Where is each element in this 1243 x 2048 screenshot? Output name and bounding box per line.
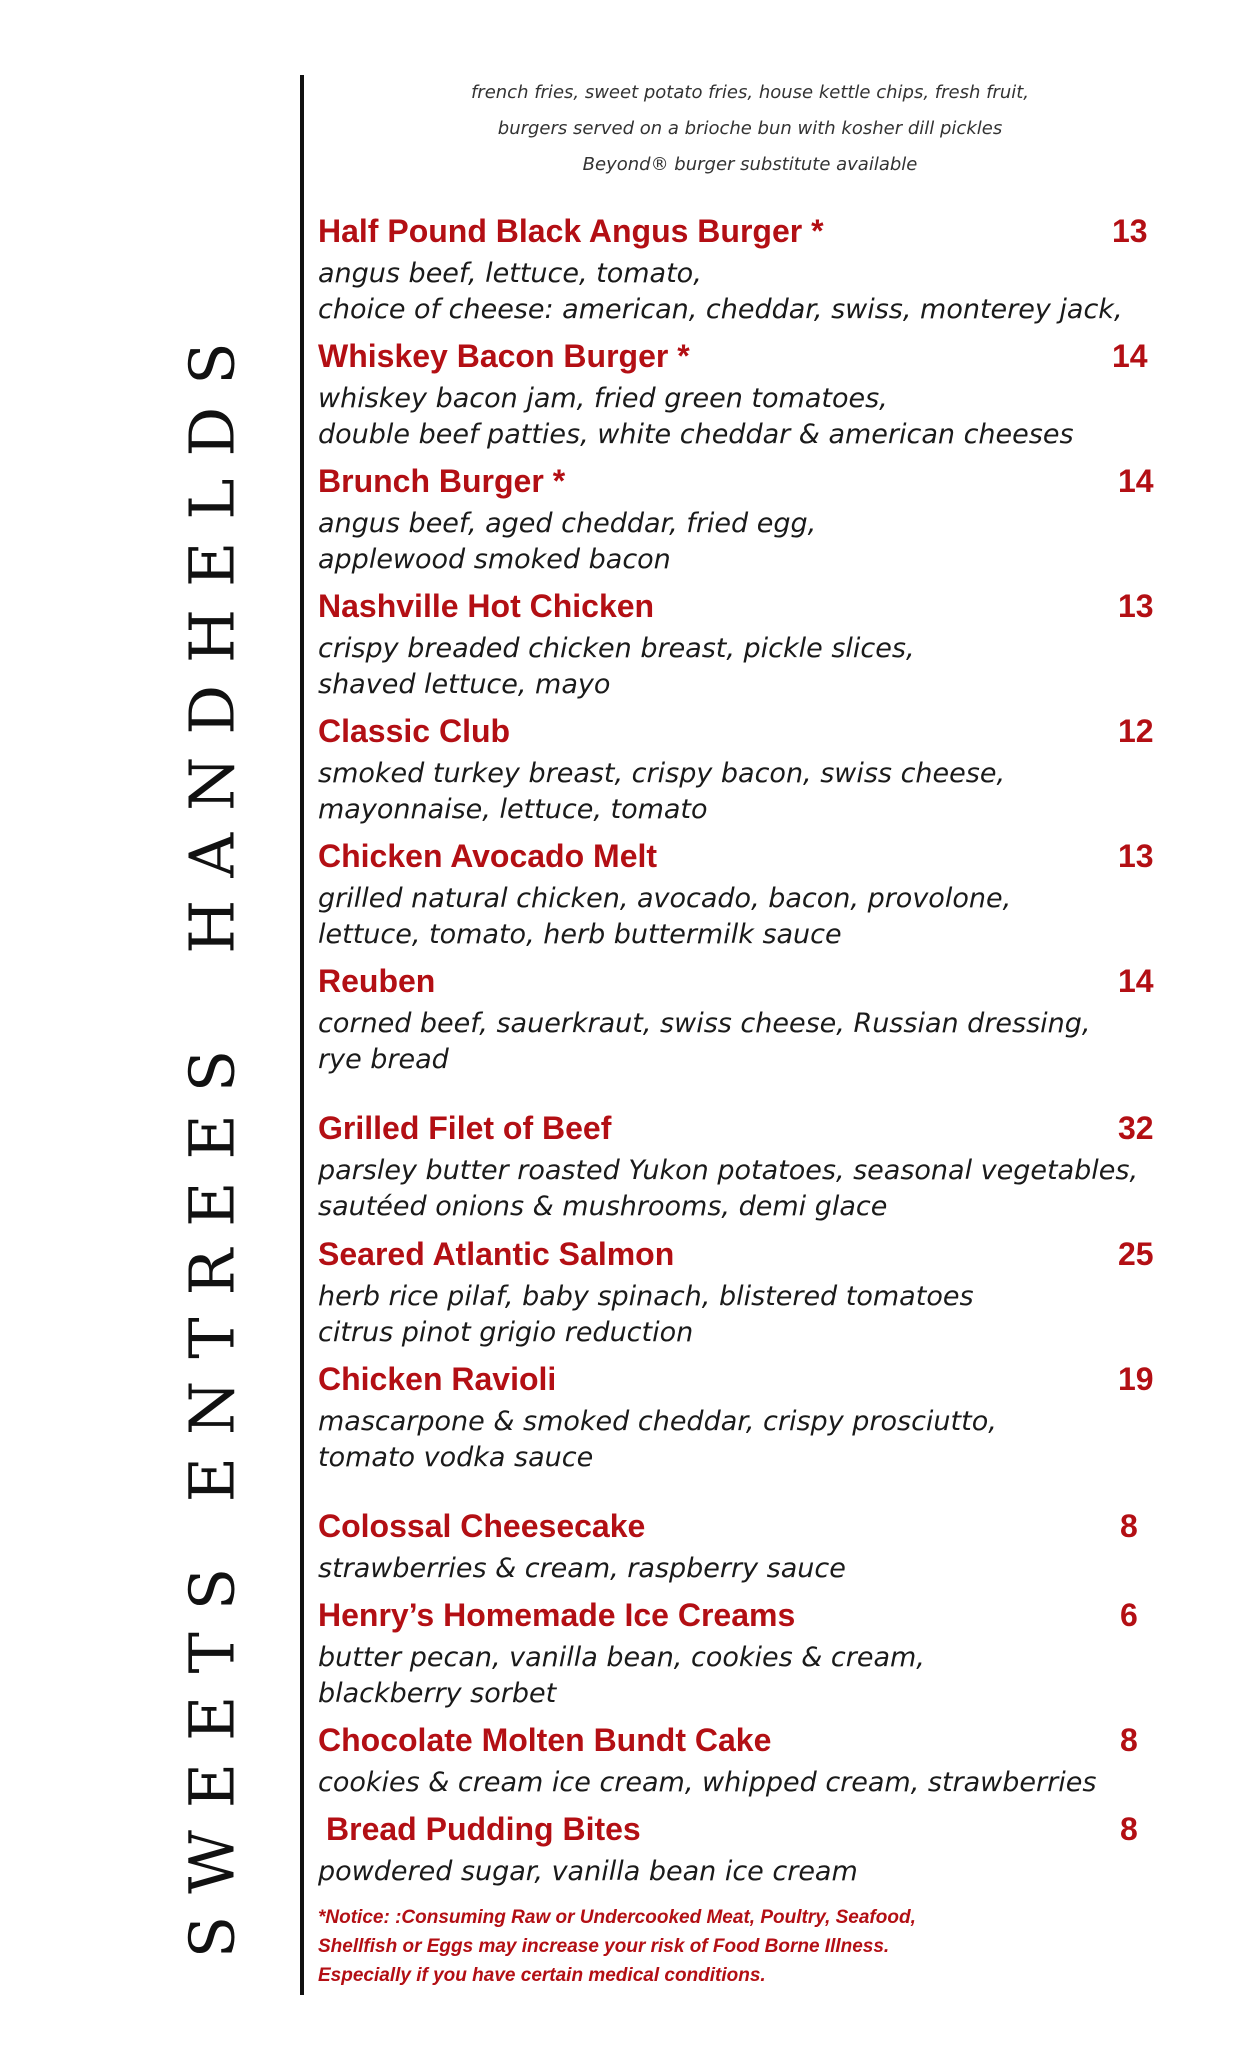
menu-item-name: Grilled Filet of Beef <box>318 1110 612 1146</box>
menu-item-name: Seared Atlantic Salmon <box>318 1236 675 1272</box>
menu-item-name: Reuben <box>318 963 436 999</box>
menu-item-description: smoked turkey breast, crispy bacon, swiss cheese, <box>318 758 1006 789</box>
menu-item-description: lettuce, tomato, herb buttermilk sauce <box>318 919 842 950</box>
menu-item-price: 8 <box>1120 1722 1138 1758</box>
menu-item-description: whiskey bacon jam, fried green tomatoes, <box>318 383 888 414</box>
menu-item-description: shaved lettuce, mayo <box>318 669 611 700</box>
menu-item-description: angus beef, lettuce, tomato, <box>318 258 702 289</box>
menu-item-price: 14 <box>1118 463 1154 499</box>
menu-item-description: mascarpone & smoked cheddar, crispy prosciutto, <box>318 1406 997 1437</box>
menu-item-description: crispy breaded chicken breast, pickle slices, <box>318 633 915 664</box>
notice-line: Shellfish or Eggs may increase your risk of Food Borne Illness. <box>318 1936 890 1957</box>
menu-item-name: Brunch Burger * <box>318 463 566 499</box>
menu-item-price: 13 <box>1118 838 1154 874</box>
menu-item-description: rye bread <box>318 1044 449 1075</box>
menu-item-price: 8 <box>1120 1811 1138 1847</box>
food-safety-notice <box>318 1903 916 1990</box>
menu-item-price: 13 <box>1118 588 1154 624</box>
menu-item-name: Bread Pudding Bites <box>326 1811 641 1847</box>
menu-item-name: Henry’s Homemade Ice Creams <box>318 1597 796 1633</box>
menu-item-description: angus beef, aged cheddar, fried egg, <box>318 508 817 539</box>
menu-item-price: 14 <box>1118 963 1154 999</box>
notice-line: Especially if you have certain medical conditions. <box>318 1965 766 1986</box>
menu-item-price: 32 <box>1118 1110 1154 1146</box>
menu-item-name: Chicken Avocado Melt <box>318 838 658 874</box>
menu-item-price: 6 <box>1120 1597 1138 1633</box>
menu-item-name: Half Pound Black Angus Burger * <box>318 213 824 249</box>
menu-item-description: tomato vodka sauce <box>318 1442 594 1473</box>
menu-item-description: butter pecan, vanilla bean, cookies & cream, <box>318 1642 925 1673</box>
section-label-entrees: ENTREES <box>175 1027 249 1503</box>
menu-item-price: 19 <box>1118 1361 1154 1397</box>
menu-item-price: 14 <box>1112 338 1148 374</box>
menu-item-description: corned beef, sauerkraut, swiss cheese, Russian dressing, <box>318 1008 1091 1039</box>
menu-item-description: strawberries & cream, raspberry sauce <box>318 1553 846 1584</box>
menu-item-price: 25 <box>1118 1236 1154 1272</box>
menu-item-description: parsley butter roasted Yukon potatoes, seasonal vegetables, <box>318 1155 1139 1186</box>
sides-note: french fries, sweet potato fries, house kettle chips, fresh fruit, <box>470 82 1030 103</box>
vertical-divider <box>300 75 304 1995</box>
bun-note: burgers served on a brioche bun with kosher dill pickles <box>497 118 1003 139</box>
menu-item-description: sautéed onions & mushrooms, demi glace <box>318 1191 888 1222</box>
section-label-handhelds: HANDHELDS <box>175 320 249 954</box>
menu-item-description: cookies & cream ice cream, whipped cream, strawberries <box>318 1767 1097 1798</box>
menu-item-name: Chocolate Molten Bundt Cake <box>318 1722 772 1758</box>
menu-item-name: Classic Club <box>318 713 511 749</box>
menu-item-name: Nashville Hot Chicken <box>318 588 655 624</box>
menu-item-description: mayonnaise, lettuce, tomato <box>318 794 708 825</box>
notice-line: *Notice: :Consuming Raw or Undercooked Meat, Poultry, Seafood, <box>318 1907 916 1928</box>
menu-item-name: Whiskey Bacon Burger * <box>318 338 690 374</box>
beyond-note: Beyond® burger substitute available <box>582 154 918 175</box>
menu-item-description: blackberry sorbet <box>318 1678 557 1709</box>
menu-item-description: powdered sugar, vanilla bean ice cream <box>318 1856 858 1887</box>
menu-item-description: double beef patties, white cheddar & american cheeses <box>318 419 1074 450</box>
menu-item-description: applewood smoked bacon <box>318 544 671 575</box>
menu-item-price: 12 <box>1118 713 1154 749</box>
section-label-sweets: SWEETS <box>175 1545 249 1959</box>
menu-item-price: 8 <box>1120 1508 1138 1544</box>
menu-item-price: 13 <box>1112 213 1148 249</box>
menu-item-description: grilled natural chicken, avocado, bacon, provolone, <box>318 883 1012 914</box>
menu-item-description: choice of cheese: american, cheddar, swiss, monterey jack, <box>318 294 1123 325</box>
menu-item-description: citrus pinot grigio reduction <box>318 1317 694 1348</box>
menu-item-description: herb rice pilaf, baby spinach, blistered tomatoes <box>318 1281 974 1312</box>
menu-item-name: Chicken Ravioli <box>318 1361 557 1397</box>
menu-item-name: Colossal Cheesecake <box>318 1508 646 1544</box>
